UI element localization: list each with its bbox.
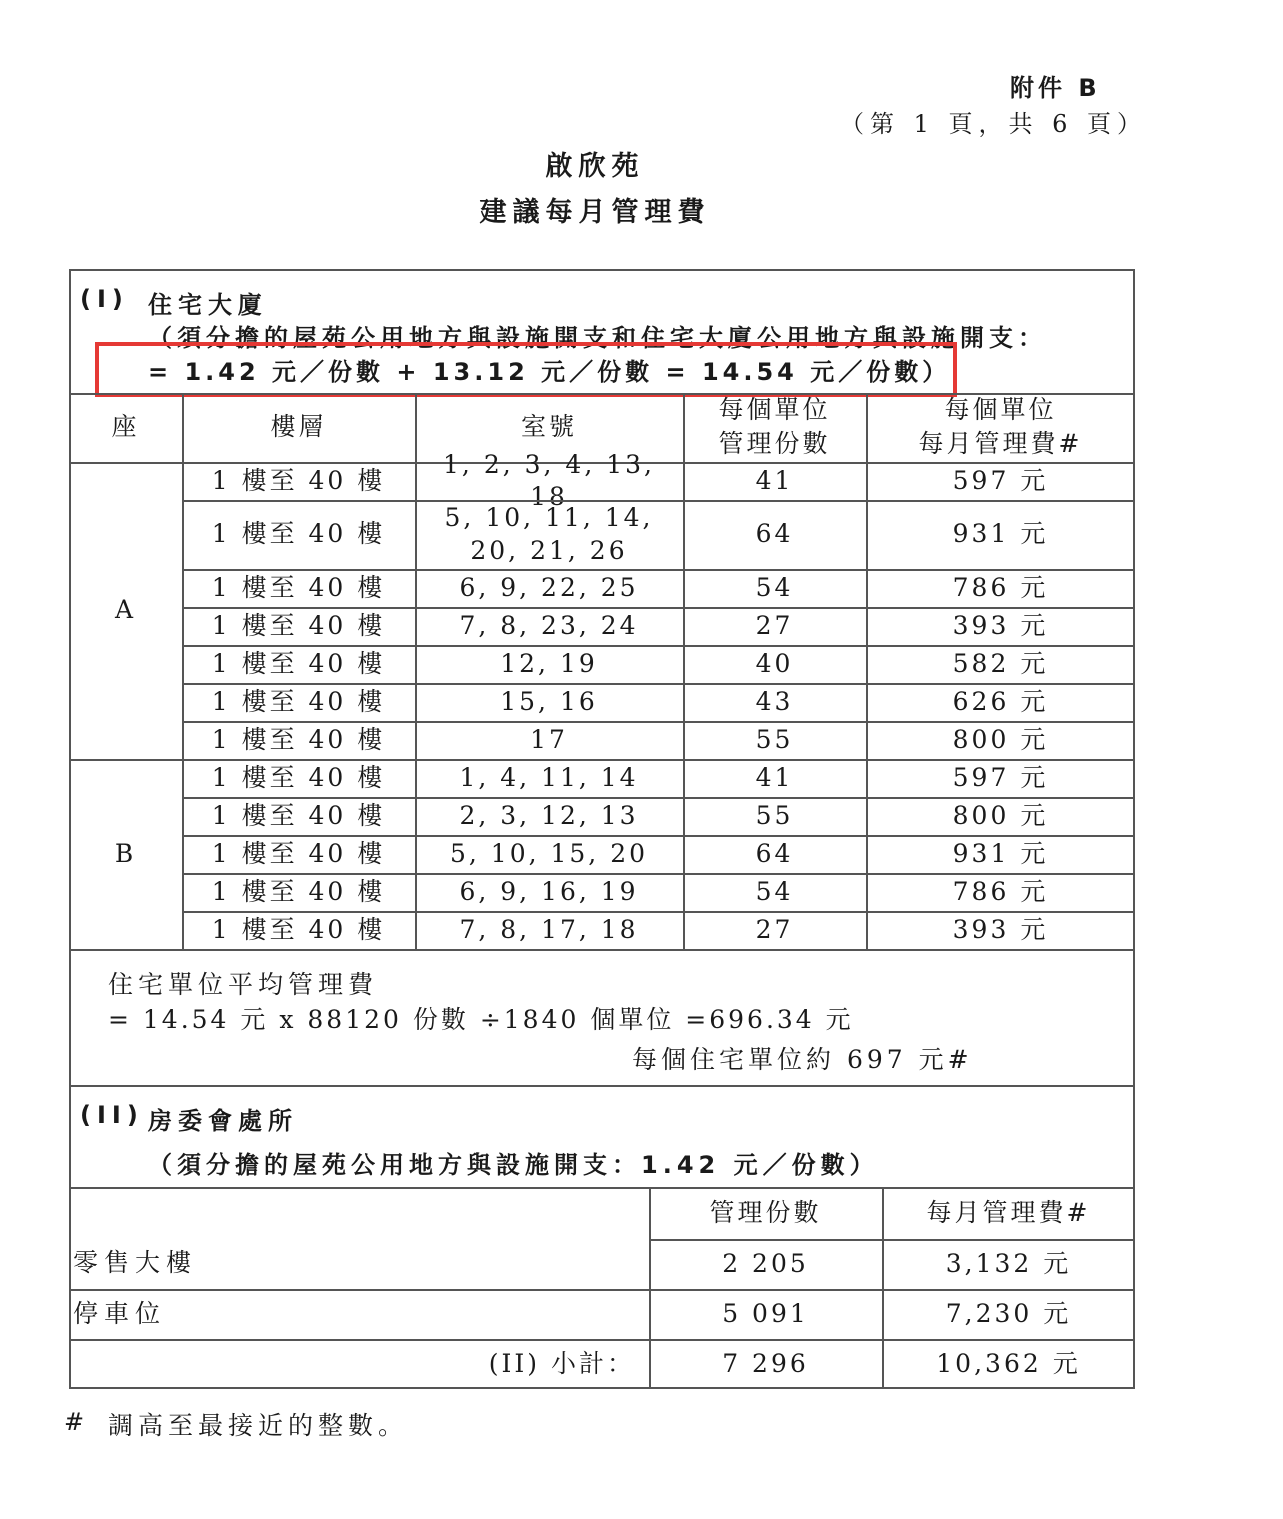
table-cell-fee: 582 元	[952, 648, 1049, 678]
table-cell-fee: 393 元	[952, 610, 1049, 640]
table-cell-flat: 7, 8, 23, 24	[459, 610, 639, 640]
annex-label: 附件 B	[1010, 74, 1101, 102]
table-cell-floor: 1 樓至 40 樓	[211, 838, 386, 868]
subtotal-shares: 7 296	[722, 1348, 809, 1378]
row-line	[69, 949, 1135, 951]
section2-subheading: （須分擔的屋苑公用地方與設施開支：1.42 元／份數）	[148, 1151, 879, 1179]
table-cell-shares: 54	[755, 572, 794, 602]
header-floor: 樓層	[270, 412, 327, 442]
section1-subheading: （須分擔的屋苑公用地方與設施開支和住宅大廈公用地方與設施開支：	[148, 324, 1047, 352]
table-cell-fee: 800 元	[952, 800, 1049, 830]
table-cell-fee: 931 元	[952, 519, 1049, 549]
average-label: 住宅單位平均管理費	[108, 970, 379, 999]
section1-number: (I)	[80, 285, 129, 313]
page-info: （第 1 頁，共 6 頁）	[840, 110, 1148, 138]
table-cell-floor: 1 樓至 40 樓	[211, 572, 386, 602]
section1-formula: = 1.42 元／份數 + 13.12 元／份數 = 14.54 元／份數）	[148, 358, 951, 386]
row-label: 零售大樓	[73, 1247, 198, 1277]
column-line	[649, 1187, 651, 1389]
table-cell-flat: 1, 4, 11, 14	[459, 762, 639, 792]
table-cell-shares: 55	[755, 724, 794, 754]
row-shares: 5 091	[722, 1298, 809, 1328]
table-cell-flat: 5, 10, 15, 20	[449, 838, 649, 868]
table-cell-flat: 6, 9, 22, 25	[459, 572, 639, 602]
column-line	[415, 393, 417, 949]
block-label: B	[114, 838, 137, 868]
row-label: 停車位	[73, 1298, 167, 1328]
table-cell-fee: 597 元	[952, 762, 1049, 792]
header-shares-line1: 每個單位	[718, 394, 831, 424]
table-cell-fee: 786 元	[952, 876, 1049, 906]
table-cell-fee: 393 元	[952, 914, 1049, 944]
table-cell-shares: 54	[755, 876, 794, 906]
table-cell-floor: 1 樓至 40 樓	[211, 686, 386, 716]
footnote-text: 調高至最接近的整數。	[108, 1411, 409, 1440]
header-block: 座	[111, 412, 140, 442]
header-shares: 管理份數	[709, 1197, 822, 1227]
table-cell-floor: 1 樓至 40 樓	[211, 648, 386, 678]
row-fee: 7,230 元	[945, 1298, 1072, 1328]
table-cell-fee: 931 元	[952, 838, 1049, 868]
column-line	[683, 393, 685, 949]
table-cell-floor: 1 樓至 40 樓	[211, 800, 386, 830]
header-fee: 每月管理費#	[926, 1197, 1091, 1227]
row-fee: 3,132 元	[945, 1248, 1072, 1278]
footnote-mark: #	[64, 1408, 85, 1436]
table-cell-shares: 64	[755, 838, 794, 868]
table-cell-shares: 55	[755, 800, 794, 830]
table-cell-floor: 1 樓至 40 樓	[211, 724, 386, 754]
document-title: 建議每月管理費	[479, 197, 711, 228]
column-line	[866, 393, 868, 949]
row-shares: 2 205	[722, 1248, 809, 1278]
table-cell-fee: 626 元	[952, 686, 1049, 716]
table-cell-floor: 1 樓至 40 樓	[211, 914, 386, 944]
table-cell-shares: 27	[755, 914, 794, 944]
header-fee-line2: 每月管理費#	[918, 429, 1083, 459]
section2-number: (II)	[80, 1101, 144, 1129]
table-cell-flat: 6, 9, 16, 19	[459, 876, 639, 906]
table-cell-floor: 1 樓至 40 樓	[211, 762, 386, 792]
column-line	[182, 393, 184, 949]
table-cell-floor: 1 樓至 40 樓	[211, 876, 386, 906]
average-approx: 每個住宅單位約 697 元#	[632, 1045, 973, 1074]
table-cell-fee: 597 元	[952, 465, 1049, 495]
table-cell-flat: 5, 10, 11, 14, 20, 21, 26	[444, 503, 654, 565]
table-cell-fee: 800 元	[952, 724, 1049, 754]
table-cell-floor: 1 樓至 40 樓	[211, 519, 386, 549]
table-cell-shares: 43	[755, 686, 794, 716]
average-calc: = 14.54 元 x 88120 份數 ÷1840 個單位 =696.34 元	[108, 1005, 854, 1034]
table-cell-flat: 12, 19	[500, 648, 598, 678]
header-flat: 室號	[520, 412, 577, 442]
table-cell-shares: 40	[755, 648, 794, 678]
table-cell-shares: 41	[755, 762, 794, 792]
section2-top-line	[69, 1085, 1135, 1087]
section2-heading: 房委會處所	[148, 1107, 298, 1135]
table-cell-fee: 786 元	[952, 572, 1049, 602]
header-fee-line1: 每個單位	[944, 394, 1057, 424]
table-cell-shares: 64	[755, 519, 794, 549]
estate-name: 啟欣苑	[545, 151, 645, 182]
highlight-box	[95, 342, 957, 397]
subtotal-label: (II) 小計：	[488, 1348, 635, 1378]
section1-heading: 住宅大廈	[148, 291, 268, 319]
table-cell-flat: 17	[530, 724, 568, 754]
header-shares-line2: 管理份數	[718, 429, 831, 459]
table-cell-shares: 41	[755, 465, 794, 495]
table-cell-flat: 7, 8, 17, 18	[459, 914, 639, 944]
table-cell-flat: 1, 2, 3, 4, 13, 18	[443, 449, 655, 511]
table-cell-flat: 15, 16	[500, 686, 598, 716]
table-cell-flat: 2, 3, 12, 13	[459, 800, 639, 830]
column-line	[882, 1187, 884, 1389]
block-label: A	[114, 595, 137, 625]
table-cell-floor: 1 樓至 40 樓	[211, 465, 386, 495]
subtotal-fee: 10,362 元	[936, 1348, 1081, 1378]
table-cell-floor: 1 樓至 40 樓	[211, 610, 386, 640]
table-cell-shares: 27	[755, 610, 794, 640]
